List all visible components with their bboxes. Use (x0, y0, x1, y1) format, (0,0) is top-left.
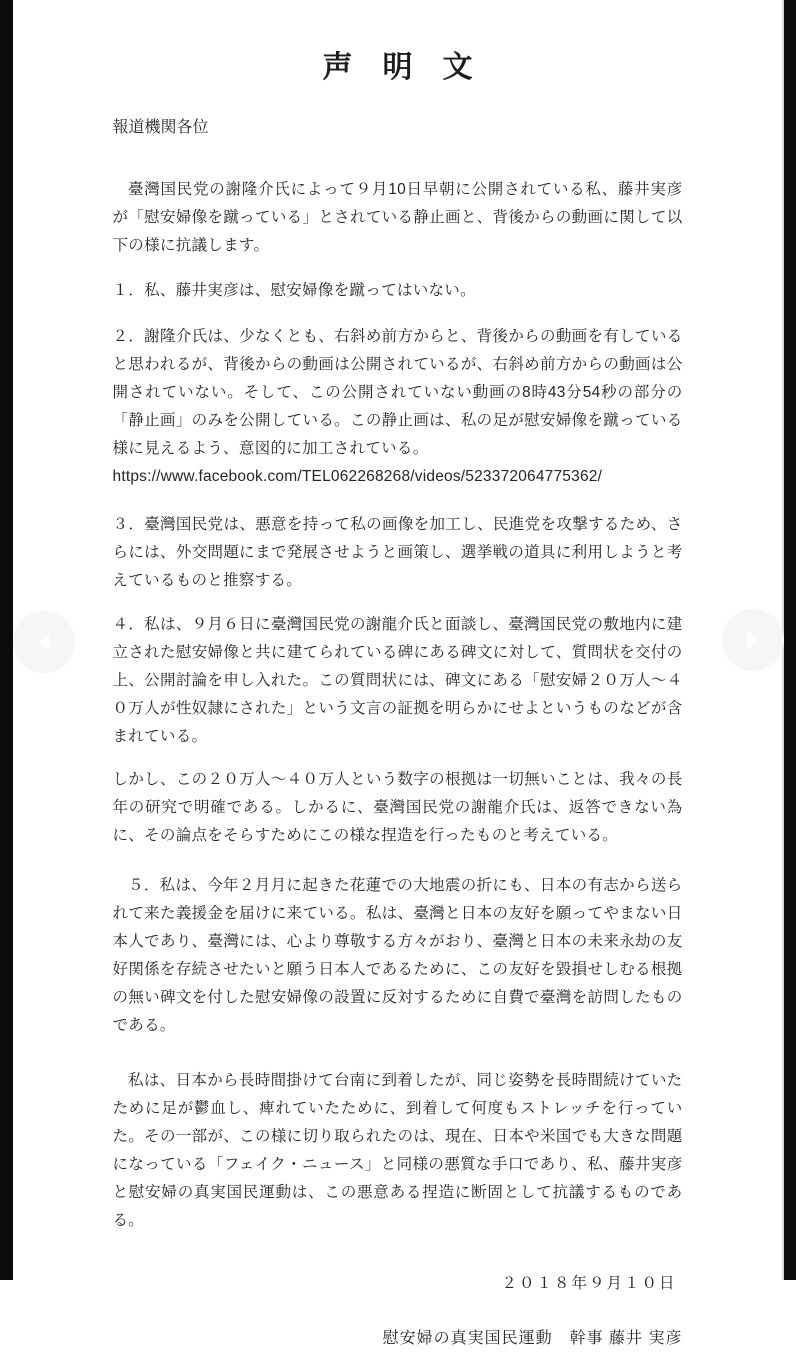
paragraph-item-3: ３．臺灣国民党は、悪意を持って私の画像を加工し、民進党を攻撃するため、さらには、外交問題にまで発展させようと画策し、選挙戦の道具に利用しようと考えているものと推察する。 (112, 516, 683, 589)
arrow-left-icon (29, 627, 59, 657)
carousel-right-edge (784, 0, 796, 1280)
document-content (113, 0, 683, 1353)
paragraph-item-2: ２．謝隆介氏は、少なくとも、右斜め前方からと、背後からの動画を有していると思われるが、背後からの動画は公開されているが、右斜め前方からの動画は公開されていない。そして、この公開されていない動画の8時43分54秒の部分の「静止画」のみを公開している。この静止画は、私の足が慰安婦像を蹴っている様に見えるよう、意図的に加工されている。 (112, 328, 683, 457)
arrow-right-icon (738, 625, 768, 655)
paragraph-intro: 臺灣国民党の謝隆介氏によって９月10日早朝に公開されている私、藤井実彦が「慰安婦像を蹴っている」とされている静止画と、背後からの動画に関して以下の様に抗議します。 (112, 181, 683, 254)
paragraph-rebuttal: しかし、この２０万人～４０万人という数字の根拠は一切無いことは、我々の長年の研究で明確である。しかるに、臺灣国民党の謝龍介氏は、返答できない為に、その論点をそらすためにこの様な捏造を行ったものと考えている。 (112, 771, 683, 844)
paragraph-item-5: ５．私は、今年２月月に起きた花蓮での大地震の折にも、日本の有志から送られて来た義援金を届けに来ている。私は、臺灣と日本の友好を願ってやまない日本人であり、臺灣には、心より尊敬する方々がおり、臺灣と日本の未来永劫の友好関係を存続させたいと願う日本人であるために、この友好を毀損せしむる根拠の無い碑文を付した慰安婦像の設置に反対するために自費で臺灣を訪問したものである。 (112, 877, 683, 1034)
prev-arrow-button[interactable] (13, 611, 75, 673)
paragraph-conclusion: 私は、日本から長時間掛けて台南に到着したが、同じ姿勢を長時間続けていたために足が鬱血し、痺れていたために、到着して何度もストレッチを行っていた。その一部が、この様に切り取られたのは、現在、日本や米国でも大きな問題になっている「フェイク・ニュース」と同様の悪質な手口であり、私、藤井実彦と慰安婦の真実国民運動は、この悪意ある捏造に断固として抗議するものである。 (112, 1072, 683, 1229)
carousel-left-edge (0, 0, 13, 1280)
document-salutation: 報道機関各位 (112, 119, 209, 136)
document-title: 声 明 文 (322, 51, 473, 84)
next-arrow-button[interactable] (722, 609, 784, 671)
document-signature: 慰安婦の真実国民運動 幹事 藤井 実彦 (382, 1330, 683, 1347)
paragraph-item-4: ４．私は、９月６日に臺灣国民党の謝龍介氏と面談し、臺灣国民党の敷地内に建立された慰安婦像と共に建てられている碑にある碑文に対して、質問状を交付の上、公開討論を申し入れた。この質問状には、碑文にある「慰安婦２０万人～４０万人が性奴隷にされた」という文言の証拠を明らかにせよというものなどが含まれている。 (112, 616, 683, 745)
document-date: ２０１８年９月１０日 (501, 1275, 677, 1292)
statement-document (13, 0, 784, 1347)
facebook-video-url: https://www.facebook.com/TEL062268268/videos/523372064775362/ (112, 468, 603, 485)
paragraph-item-1: １．私、藤井実彦は、慰安婦像を蹴ってはいない。 (112, 282, 476, 299)
